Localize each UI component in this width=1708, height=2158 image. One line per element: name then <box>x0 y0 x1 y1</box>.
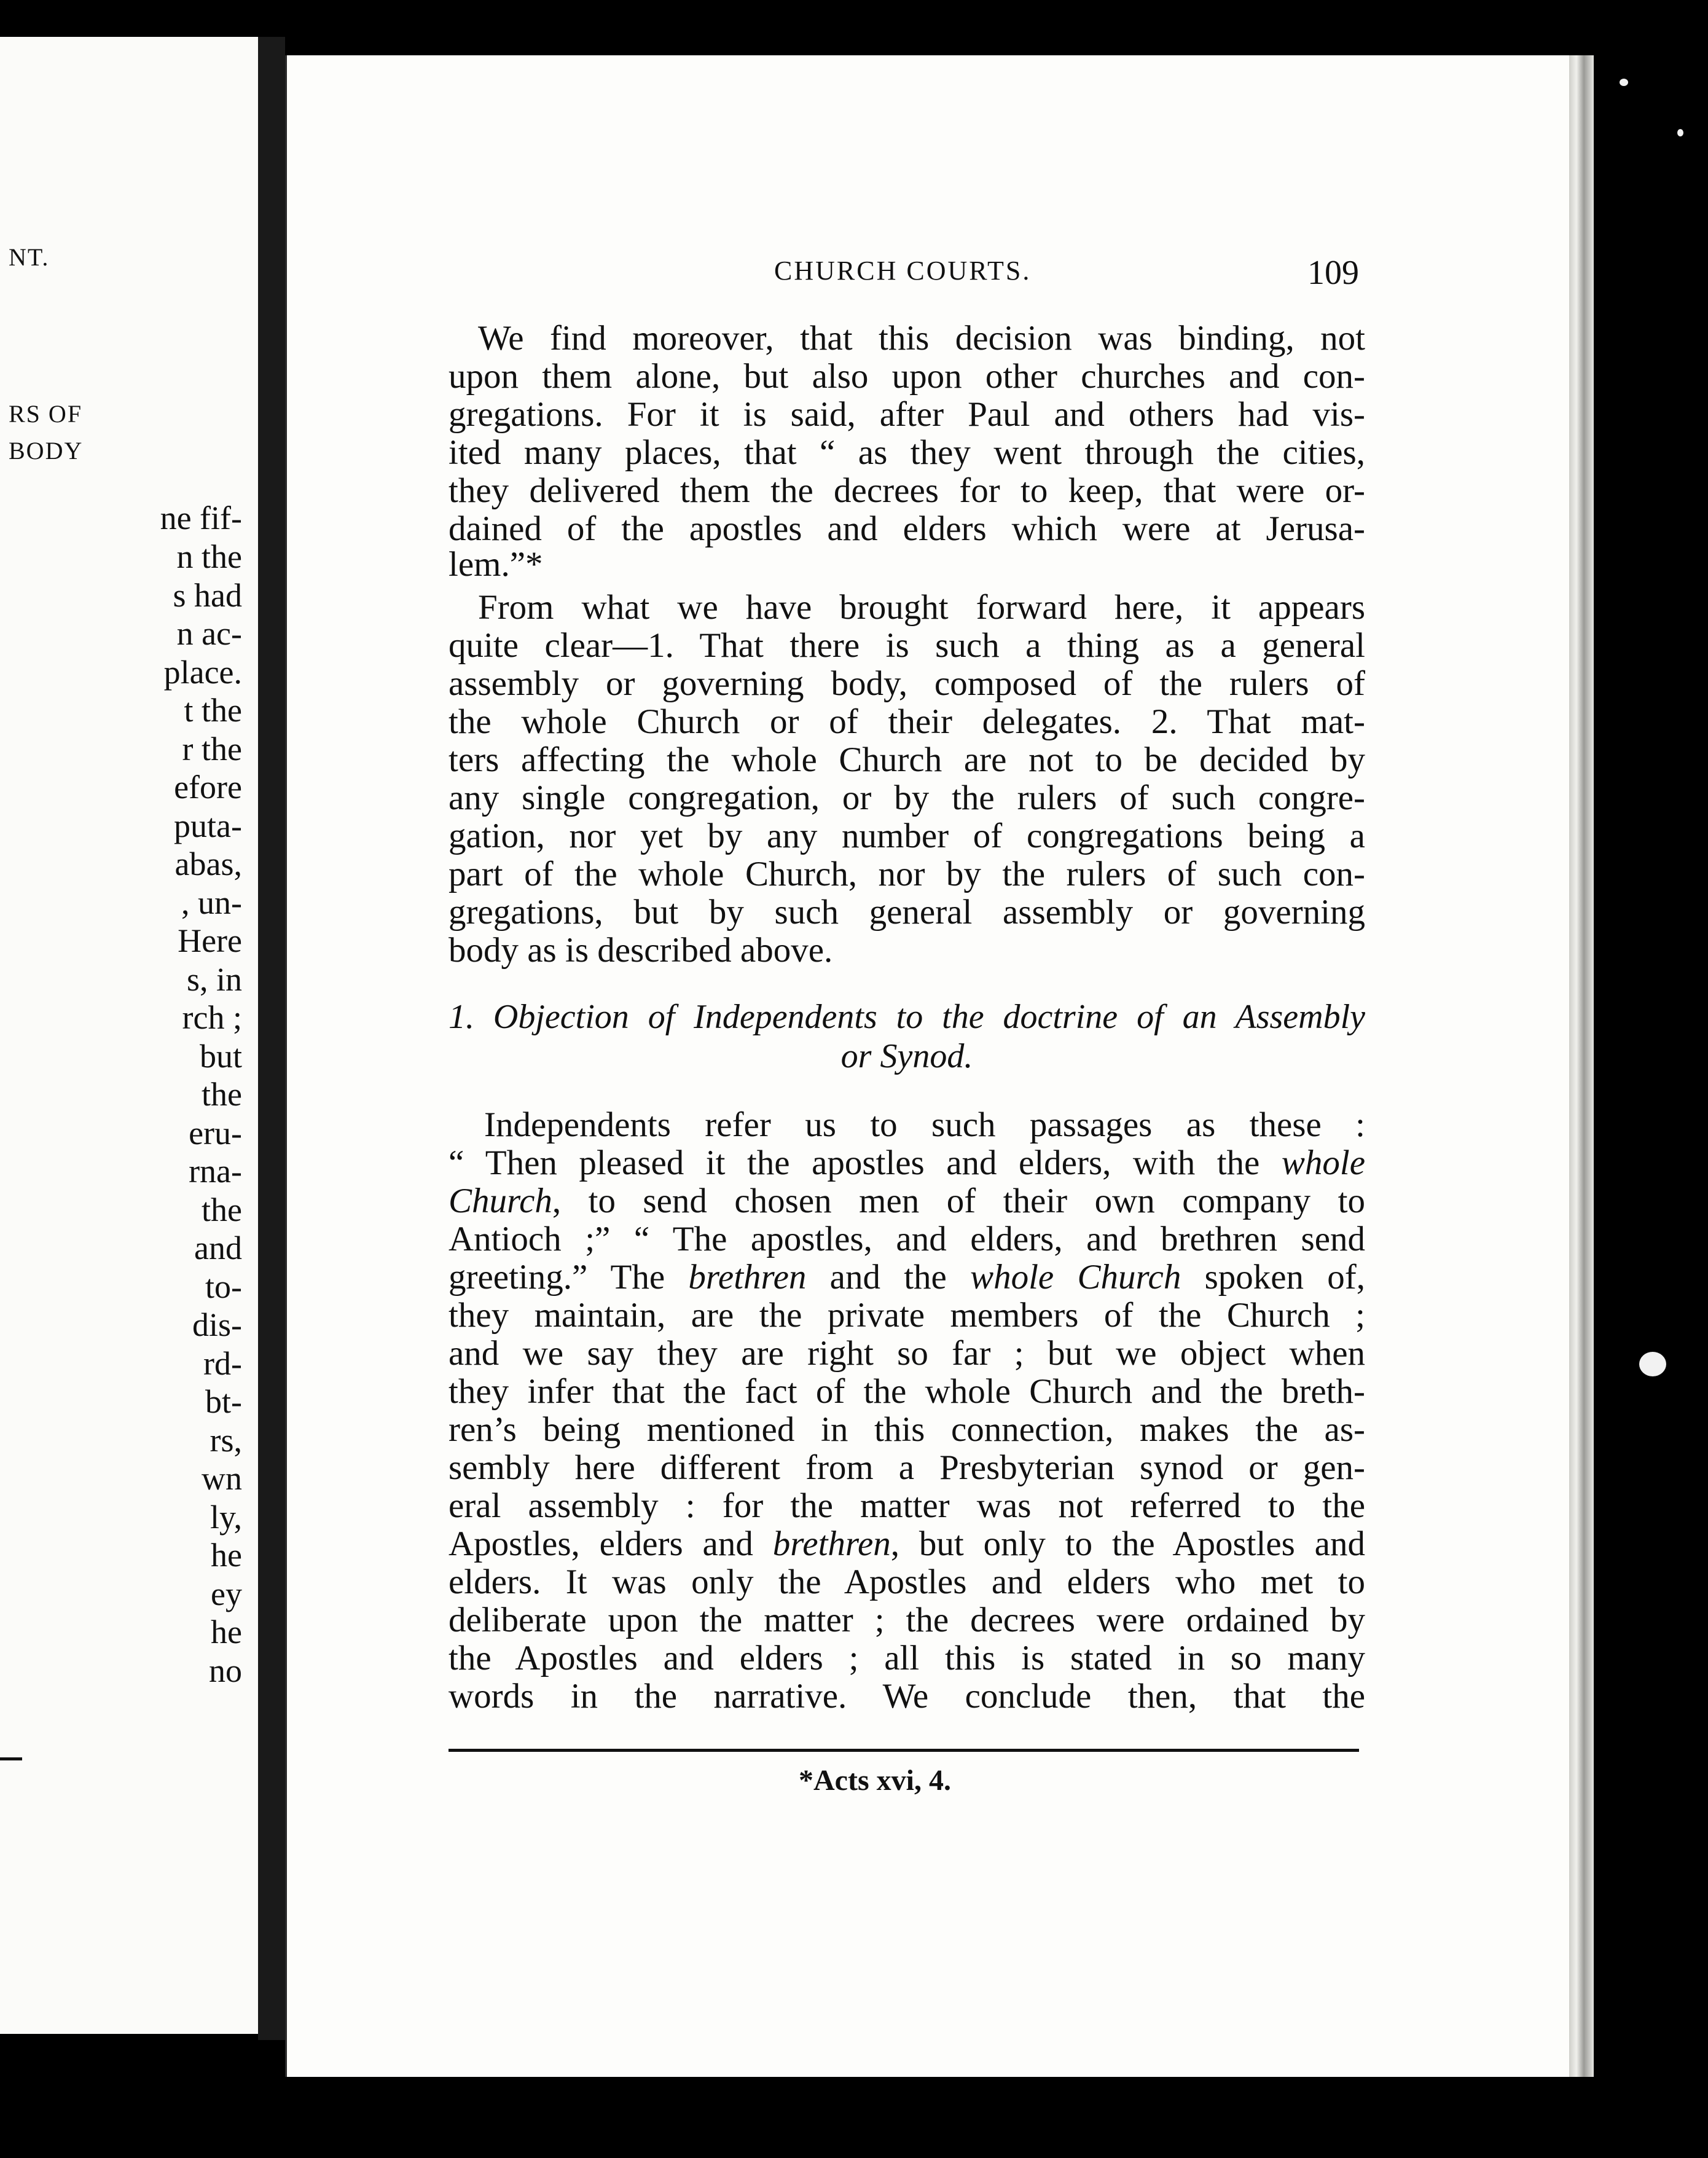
text-line <box>449 1335 1365 1373</box>
text-span: and the <box>806 1258 971 1297</box>
footnote-rule <box>449 1749 1359 1752</box>
left-line-fragment: the <box>202 1191 242 1228</box>
left-line-fragment: ey <box>211 1575 242 1612</box>
footnote: *Acts xvi, 4. <box>799 1764 951 1797</box>
text-line <box>449 510 1365 548</box>
text-span: eral assembly : for the matter was not referred to the <box>449 1486 1365 1525</box>
text-span: quite clear—1. That there is such a thing as a general <box>449 626 1365 665</box>
text-line <box>478 589 1365 627</box>
left-facing-page <box>0 37 259 2034</box>
left-line-fragment: n the <box>176 538 242 575</box>
text-line <box>449 741 1365 779</box>
left-line-fragment: the <box>202 1076 242 1113</box>
left-line-fragment: but <box>199 1038 242 1075</box>
italic-text: whole Church <box>970 1258 1181 1297</box>
text-span: part of the whole Church, nor by the rulers of such con- <box>449 855 1365 893</box>
running-head: CHURCH COURTS. <box>774 256 1032 286</box>
text-span: and we say they are right so far ; but we object when <box>449 1334 1365 1373</box>
text-span: Apostles, elders and <box>449 1524 773 1563</box>
left-line-fragment: and <box>194 1230 242 1266</box>
text-line <box>449 703 1365 741</box>
text-span: any single congregation, or by the rulers of such congre- <box>449 779 1365 817</box>
left-line-fragment: to- <box>205 1268 242 1305</box>
text-span: Antioch ;” “ The apostles, and elders, and brethren send <box>449 1220 1365 1258</box>
text-span: the whole Church or of their delegates. 2. That mat- <box>449 702 1365 741</box>
text-line <box>478 320 1365 358</box>
left-line-fragment: abas, <box>174 846 242 882</box>
text-span: assembly or governing body, composed of the rulers of <box>449 664 1365 703</box>
left-line-fragment: dis- <box>192 1306 242 1343</box>
margin-speck <box>1639 1352 1666 1376</box>
margin-speck <box>1677 129 1683 136</box>
text-span: Independents refer us to such passages as these : <box>484 1105 1365 1144</box>
left-line-fragment: place. <box>163 654 242 691</box>
text-span: gregations. For it is said, after Paul and others had vis- <box>449 395 1365 434</box>
text-span: greeting.” The <box>449 1258 689 1297</box>
text-line <box>449 1487 1365 1525</box>
margin-speck <box>1620 79 1628 86</box>
text-line <box>449 1182 1365 1220</box>
left-line-fragment: bt- <box>205 1383 242 1420</box>
text-span: ren’s being mentioned in this connection, makes the as- <box>449 1410 1365 1449</box>
book-gutter <box>258 37 285 2040</box>
text-line <box>449 893 1365 932</box>
text-line <box>449 855 1365 893</box>
page-edge <box>1569 55 1594 2077</box>
text-line <box>449 1563 1365 1601</box>
text-span: gregations, but by such general assembly or governing <box>449 893 1365 932</box>
text-span: We find moreover, that this decision was binding, not <box>478 319 1365 358</box>
section-heading-line <box>449 998 1365 1036</box>
left-line-fragment: eru- <box>189 1115 242 1152</box>
italic-text: Church <box>449 1182 552 1220</box>
left-line-fragment: no <box>209 1652 242 1689</box>
left-line-fragment: he <box>211 1614 242 1650</box>
text-line <box>449 932 1365 970</box>
text-span: ited many places, that “ as they went through the cities, <box>449 433 1365 472</box>
text-line <box>449 1297 1365 1335</box>
text-line <box>449 472 1365 510</box>
text-line <box>449 1220 1365 1258</box>
text-span: spoken of, <box>1181 1258 1366 1297</box>
left-line-fragment: rd- <box>203 1345 242 1382</box>
left-line-fragment: n ac- <box>176 615 242 652</box>
left-line-fragment: t the <box>184 692 242 729</box>
text-span: they maintain, are the private members of the Church ; <box>449 1296 1365 1335</box>
left-footnote-rule <box>0 1757 22 1760</box>
section-heading-line <box>449 1037 1365 1075</box>
text-span: , but only to the Apostles and <box>890 1524 1365 1563</box>
text-line <box>449 1601 1365 1639</box>
text-span: body as is described above. <box>449 931 833 970</box>
text-span: ters affecting the whole Church are not to be decided by <box>449 740 1365 779</box>
text-span: the Apostles and elders ; all this is stated in so many <box>449 1639 1365 1677</box>
left-sidenote-fragment-1: RS OF <box>9 400 83 428</box>
text-span: they infer that the fact of the whole Church and the breth- <box>449 1372 1365 1411</box>
left-line-fragment: s, in <box>186 961 242 998</box>
text-line <box>449 1144 1365 1182</box>
text-span: words in the narrative. We conclude then, that the <box>449 1677 1365 1716</box>
text-span: , to send chosen men of their own company to <box>552 1182 1365 1220</box>
text-line <box>449 1525 1365 1563</box>
left-line-fragment: ly, <box>210 1499 242 1536</box>
left-line-fragment: r the <box>182 731 242 767</box>
left-line-fragment: wn <box>202 1460 242 1497</box>
left-line-fragment: rna- <box>189 1153 242 1190</box>
text-span: sembly here different from a Presbyterian synod or gen- <box>449 1448 1365 1487</box>
text-span: 1. Objection of Independents to the doctrine of an Assembly <box>449 998 1365 1036</box>
text-span: From what we have brought forward here, it appears <box>478 588 1365 627</box>
left-line-fragment: efore <box>174 769 242 806</box>
text-span: deliberate upon the matter ; the decrees were ordained by <box>449 1601 1365 1639</box>
text-span: or Synod. <box>840 1037 973 1075</box>
text-line <box>449 1258 1365 1297</box>
italic-text: brethren <box>688 1258 807 1297</box>
text-line <box>449 779 1365 817</box>
text-span: gation, nor yet by any number of congregations being a <box>449 817 1365 855</box>
text-line <box>449 434 1365 472</box>
italic-text: brethren <box>772 1524 891 1563</box>
text-line <box>449 1639 1365 1677</box>
text-span: they delivered them the decrees for to keep, that were or- <box>449 471 1365 510</box>
left-line-fragment: Here <box>178 922 242 959</box>
left-line-fragment: puta- <box>174 807 242 844</box>
left-line-fragment: rs, <box>210 1422 242 1459</box>
text-line <box>449 627 1365 665</box>
left-line-fragment: s had <box>173 577 242 614</box>
text-line <box>449 1411 1365 1449</box>
left-line-fragment: , un- <box>181 884 242 921</box>
left-running-head-fragment: NT. <box>9 243 50 271</box>
text-line <box>449 358 1365 396</box>
text-line <box>449 396 1365 434</box>
left-line-fragment: ne fif- <box>160 500 242 536</box>
text-line <box>449 546 1365 584</box>
text-span: elders. It was only the Apostles and elders who met to <box>449 1563 1365 1601</box>
text-line <box>449 1449 1365 1487</box>
text-span: “ Then pleased it the apostles and elders, with the <box>449 1144 1282 1182</box>
text-line <box>484 1106 1365 1144</box>
text-line <box>449 665 1365 703</box>
italic-text: whole <box>1281 1144 1365 1182</box>
text-span: lem.”* <box>449 545 543 584</box>
left-line-fragment: rch ; <box>182 999 242 1036</box>
text-span: dained of the apostles and elders which were at Jerusa- <box>449 509 1365 548</box>
text-line <box>449 817 1365 855</box>
text-line <box>449 1373 1365 1411</box>
text-span: upon them alone, but also upon other churches and con- <box>449 357 1365 396</box>
text-line <box>449 1677 1365 1716</box>
page-number: 109 <box>1307 254 1359 292</box>
left-sidenote-fragment-2: BODY <box>9 437 84 465</box>
left-line-fragment: he <box>211 1537 242 1574</box>
